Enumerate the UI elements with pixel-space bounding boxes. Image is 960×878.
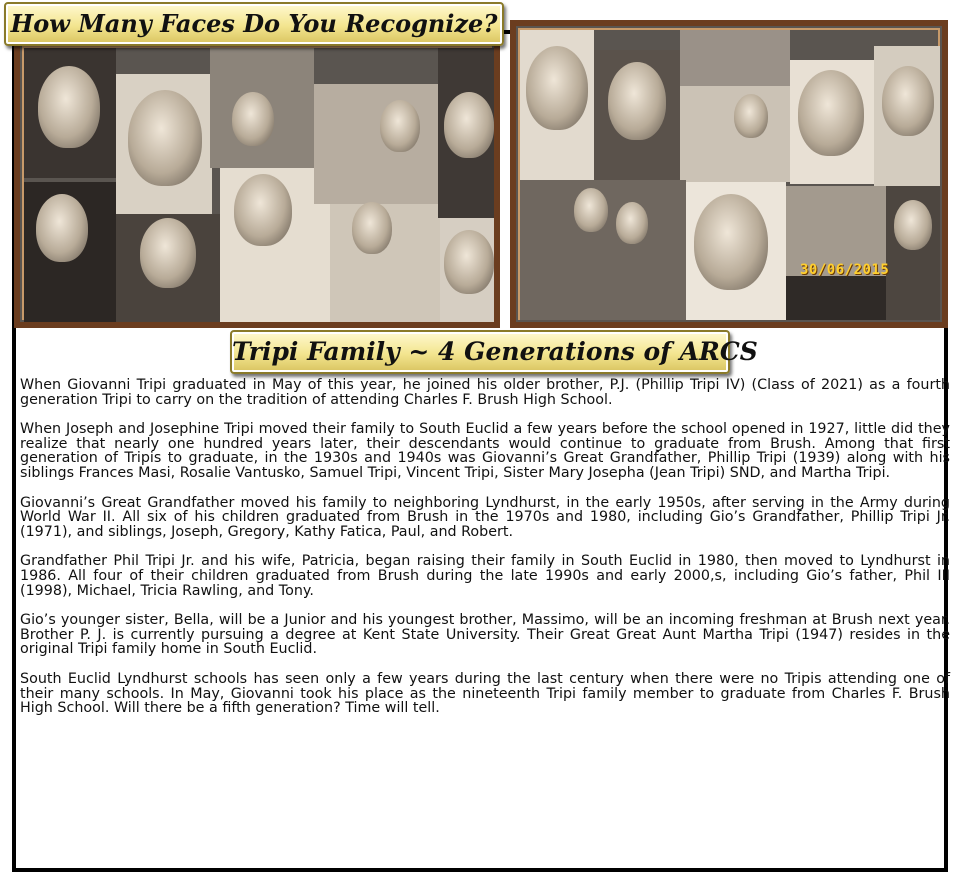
photo-tile: [786, 276, 886, 320]
article-paragraph: Grandfather Phil Tripi Jr. and his wife, Patricia, began raising their family in South Euclid in 1980, then moved to Lyndhurst in 1986. All four of their children graduated from Brush during the late 1990s and early 2000,s, including Gio’s father, Phil III (1998), Michael, Tricia Rawling, and Tony.: [20, 553, 950, 599]
portrait-face: [574, 188, 608, 232]
page-title: How Many Faces Do You Recognize?: [4, 2, 504, 46]
photo-collage-right: [510, 20, 948, 328]
photo-tile: [314, 84, 438, 204]
portrait-face: [616, 202, 648, 244]
portrait-face: [894, 200, 932, 250]
portrait-face: [444, 92, 494, 158]
portrait-face: [526, 46, 588, 130]
portrait-face: [734, 94, 768, 138]
portrait-face: [234, 174, 292, 246]
portrait-face: [444, 230, 494, 294]
portrait-face: [140, 218, 196, 288]
photo-date-stamp: 30/06/2015: [800, 262, 890, 278]
portrait-face: [608, 62, 666, 140]
article-paragraph: Gio’s younger sister, Bella, will be a Junior and his youngest brother, Massimo, will be an incoming freshman at Brush next year. Brother P. J. is currently pursuing a degree at Kent State University. Their Great Great Aunt Martha Tripi (1947) resides in the original Tripi family home in South Euclid.: [20, 612, 950, 658]
portrait-face: [38, 66, 100, 148]
photo-tile: [680, 30, 790, 86]
article-paragraph: When Giovanni Tripi graduated in May of this year, he joined his older brother, P.J. (Phillip Tripi IV) (Class of 2021) as a fourth generation Tripi to carry on the tradition of attending Charles F. Brush High School.: [20, 377, 950, 408]
portrait-face: [694, 194, 768, 290]
portrait-face: [352, 202, 392, 254]
article-paragraph: South Euclid Lyndhurst schools has seen only a few years during the last century when there were no Tripis attending one of their many schools. In May, Giovanni took his place as the nineteenth Tripi family member to graduate from Charles F. Brush High School. Will there be a fifth generation? Time will tell.: [20, 670, 950, 717]
portrait-face: [232, 92, 274, 146]
article-paragraph: Giovanni’s Great Grandfather moved his family to neighboring Lyndhurst, in the early 1950s, after serving in the Army during World War II. All six of his children graduated from Brush in the 1970s and 1980, including Gio’s Grandfather, Phillip Tripi Jr. (1971), and siblings, Joseph, Gregory, Kathy Fatica, Paul, and Robert.: [20, 494, 950, 540]
article-body: [20, 378, 950, 731]
photo-collage-left: [14, 38, 500, 328]
section-title: Tripi Family ~ 4 Generations of ARCS: [230, 330, 730, 374]
article-paragraph: When Joseph and Josephine Tripi moved their family to South Euclid a few years before the school opened in 1927, little did they realize that nearly one hundred years later, their descendants would continue to graduate from Brush. Among that first generation of Tripis to graduate, in the 1930s and 1940s was Giovanni’s Great Grandfather, Phillip Tripi (1939) along with his siblings Frances Masi, Rosalie Vantusko, Samuel Tripi, Vincent Tripi, Sister Mary Josepha (Jean Tripi) SND, and Martha Tripi.: [20, 421, 950, 481]
portrait-face: [798, 70, 864, 156]
portrait-face: [36, 194, 88, 262]
photo-tile: [680, 86, 790, 182]
portrait-face: [882, 66, 934, 136]
portrait-face: [128, 90, 202, 186]
portrait-face: [380, 100, 420, 152]
